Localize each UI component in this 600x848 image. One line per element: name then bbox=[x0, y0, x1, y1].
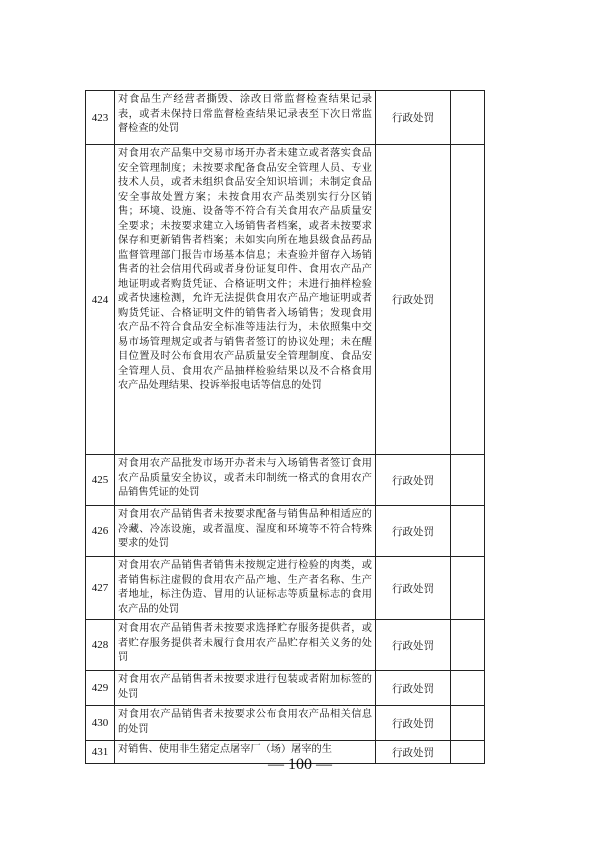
item-number: 423 bbox=[86, 91, 115, 145]
table-row bbox=[86, 620, 485, 671]
item-number: 426 bbox=[86, 506, 115, 557]
table-row bbox=[86, 706, 485, 741]
table-row bbox=[86, 506, 485, 557]
item-remark bbox=[451, 671, 485, 706]
item-category: 行政处罚 bbox=[376, 91, 451, 145]
item-remark bbox=[451, 145, 485, 455]
table-row bbox=[86, 671, 485, 706]
page-number: — 100 — bbox=[268, 756, 332, 773]
item-category: 行政处罚 bbox=[376, 455, 451, 506]
table-row bbox=[86, 145, 485, 455]
item-number: 428 bbox=[86, 620, 115, 671]
item-category: 行政处罚 bbox=[376, 706, 451, 741]
item-category: 行政处罚 bbox=[376, 557, 451, 620]
item-remark bbox=[451, 557, 485, 620]
item-category: 行政处罚 bbox=[376, 145, 451, 455]
item-description: 对食用农产品销售者未按要求进行包装或者附加标签的处罚 bbox=[115, 671, 376, 706]
table-row bbox=[86, 455, 485, 506]
item-description: 对食用农产品销售者未按要求公布食用农产品相关信息的处罚 bbox=[115, 706, 376, 741]
item-number: 431 bbox=[86, 741, 115, 764]
item-number: 425 bbox=[86, 455, 115, 506]
item-category: 行政处罚 bbox=[376, 620, 451, 671]
item-description: 对食用农产品销售者销售未按规定进行检验的肉类，或者销售标注虚假的食用农产品产地、生产者名称、生产者地址，标注伪造、冒用的认证标志等质量标志的食用农产品的处罚 bbox=[115, 557, 376, 620]
item-description: 对食用农产品销售者未按要求选择贮存服务提供者，或者贮存服务提供者未履行食用农产品贮存相关义务的处罚 bbox=[115, 620, 376, 671]
item-table bbox=[85, 90, 485, 764]
item-remark bbox=[451, 620, 485, 671]
item-number: 430 bbox=[86, 706, 115, 741]
item-category: 行政处罚 bbox=[376, 741, 451, 764]
table-row bbox=[86, 557, 485, 620]
item-number: 427 bbox=[86, 557, 115, 620]
item-remark bbox=[451, 455, 485, 506]
item-remark bbox=[451, 91, 485, 145]
item-description: 对食用农产品销售者未按要求配备与销售品种相适应的冷藏、冷冻设施，或者温度、湿度和环境等不符合特殊要求的处罚 bbox=[115, 506, 376, 557]
item-description: 对食用农产品集中交易市场开办者未建立或者落实食品安全管理制度；未按要求配备食品安全管理人员、专业技术人员，或者未组织食品安全知识培训；未制定食品安全事故处置方案；未按食用农产品类别实行分区销售；环境、设施、设备等不符合有关食用农产品质量安全要求；未按要求建立入场销售者档案，或者未按要求保存和更新销售者档案；未如实向所在地县级食品药品监督管理部门报告市场基本信息；未查验并留存入场销售者的社会信用代码或者身份证复印件、食用农产品产地证明或者购货凭证、合格证明文件；未进行抽样检验或者快速检测，允许无法提供食用农产品产地证明或者购货凭证、合格证明文件的销售者入场销售；发现食用农产品不符合食品安全标准等违法行为，未依照集中交易市场管理规定或者与销售者签订的协议处理；未在醒目位置及时公布食用农产品质量安全管理制度、食品安全管理人员、食用农产品抽样检验结果以及不合格食用农产品处理结果、投诉举报电话等信息的处罚 bbox=[115, 145, 376, 455]
item-remark bbox=[451, 706, 485, 741]
item-category: 行政处罚 bbox=[376, 506, 451, 557]
item-number: 424 bbox=[86, 145, 115, 455]
item-description: 对食用农产品批发市场开办者未与入场销售者签订食用农产品质量安全协议，或者未印制统一格式的食用农产品销售凭证的处罚 bbox=[115, 455, 376, 506]
item-category: 行政处罚 bbox=[376, 671, 451, 706]
item-description: 对食品生产经营者撕毁、涂改日常监督检查结果记录表，或者未保持日常监督检查结果记录表至下次日常监督检查的处罚 bbox=[115, 91, 376, 145]
item-number: 429 bbox=[86, 671, 115, 706]
table-row bbox=[86, 91, 485, 145]
item-description: 对销售、使用非生猪定点屠宰厂（场）屠宰的生 bbox=[115, 741, 376, 764]
item-remark bbox=[451, 506, 485, 557]
